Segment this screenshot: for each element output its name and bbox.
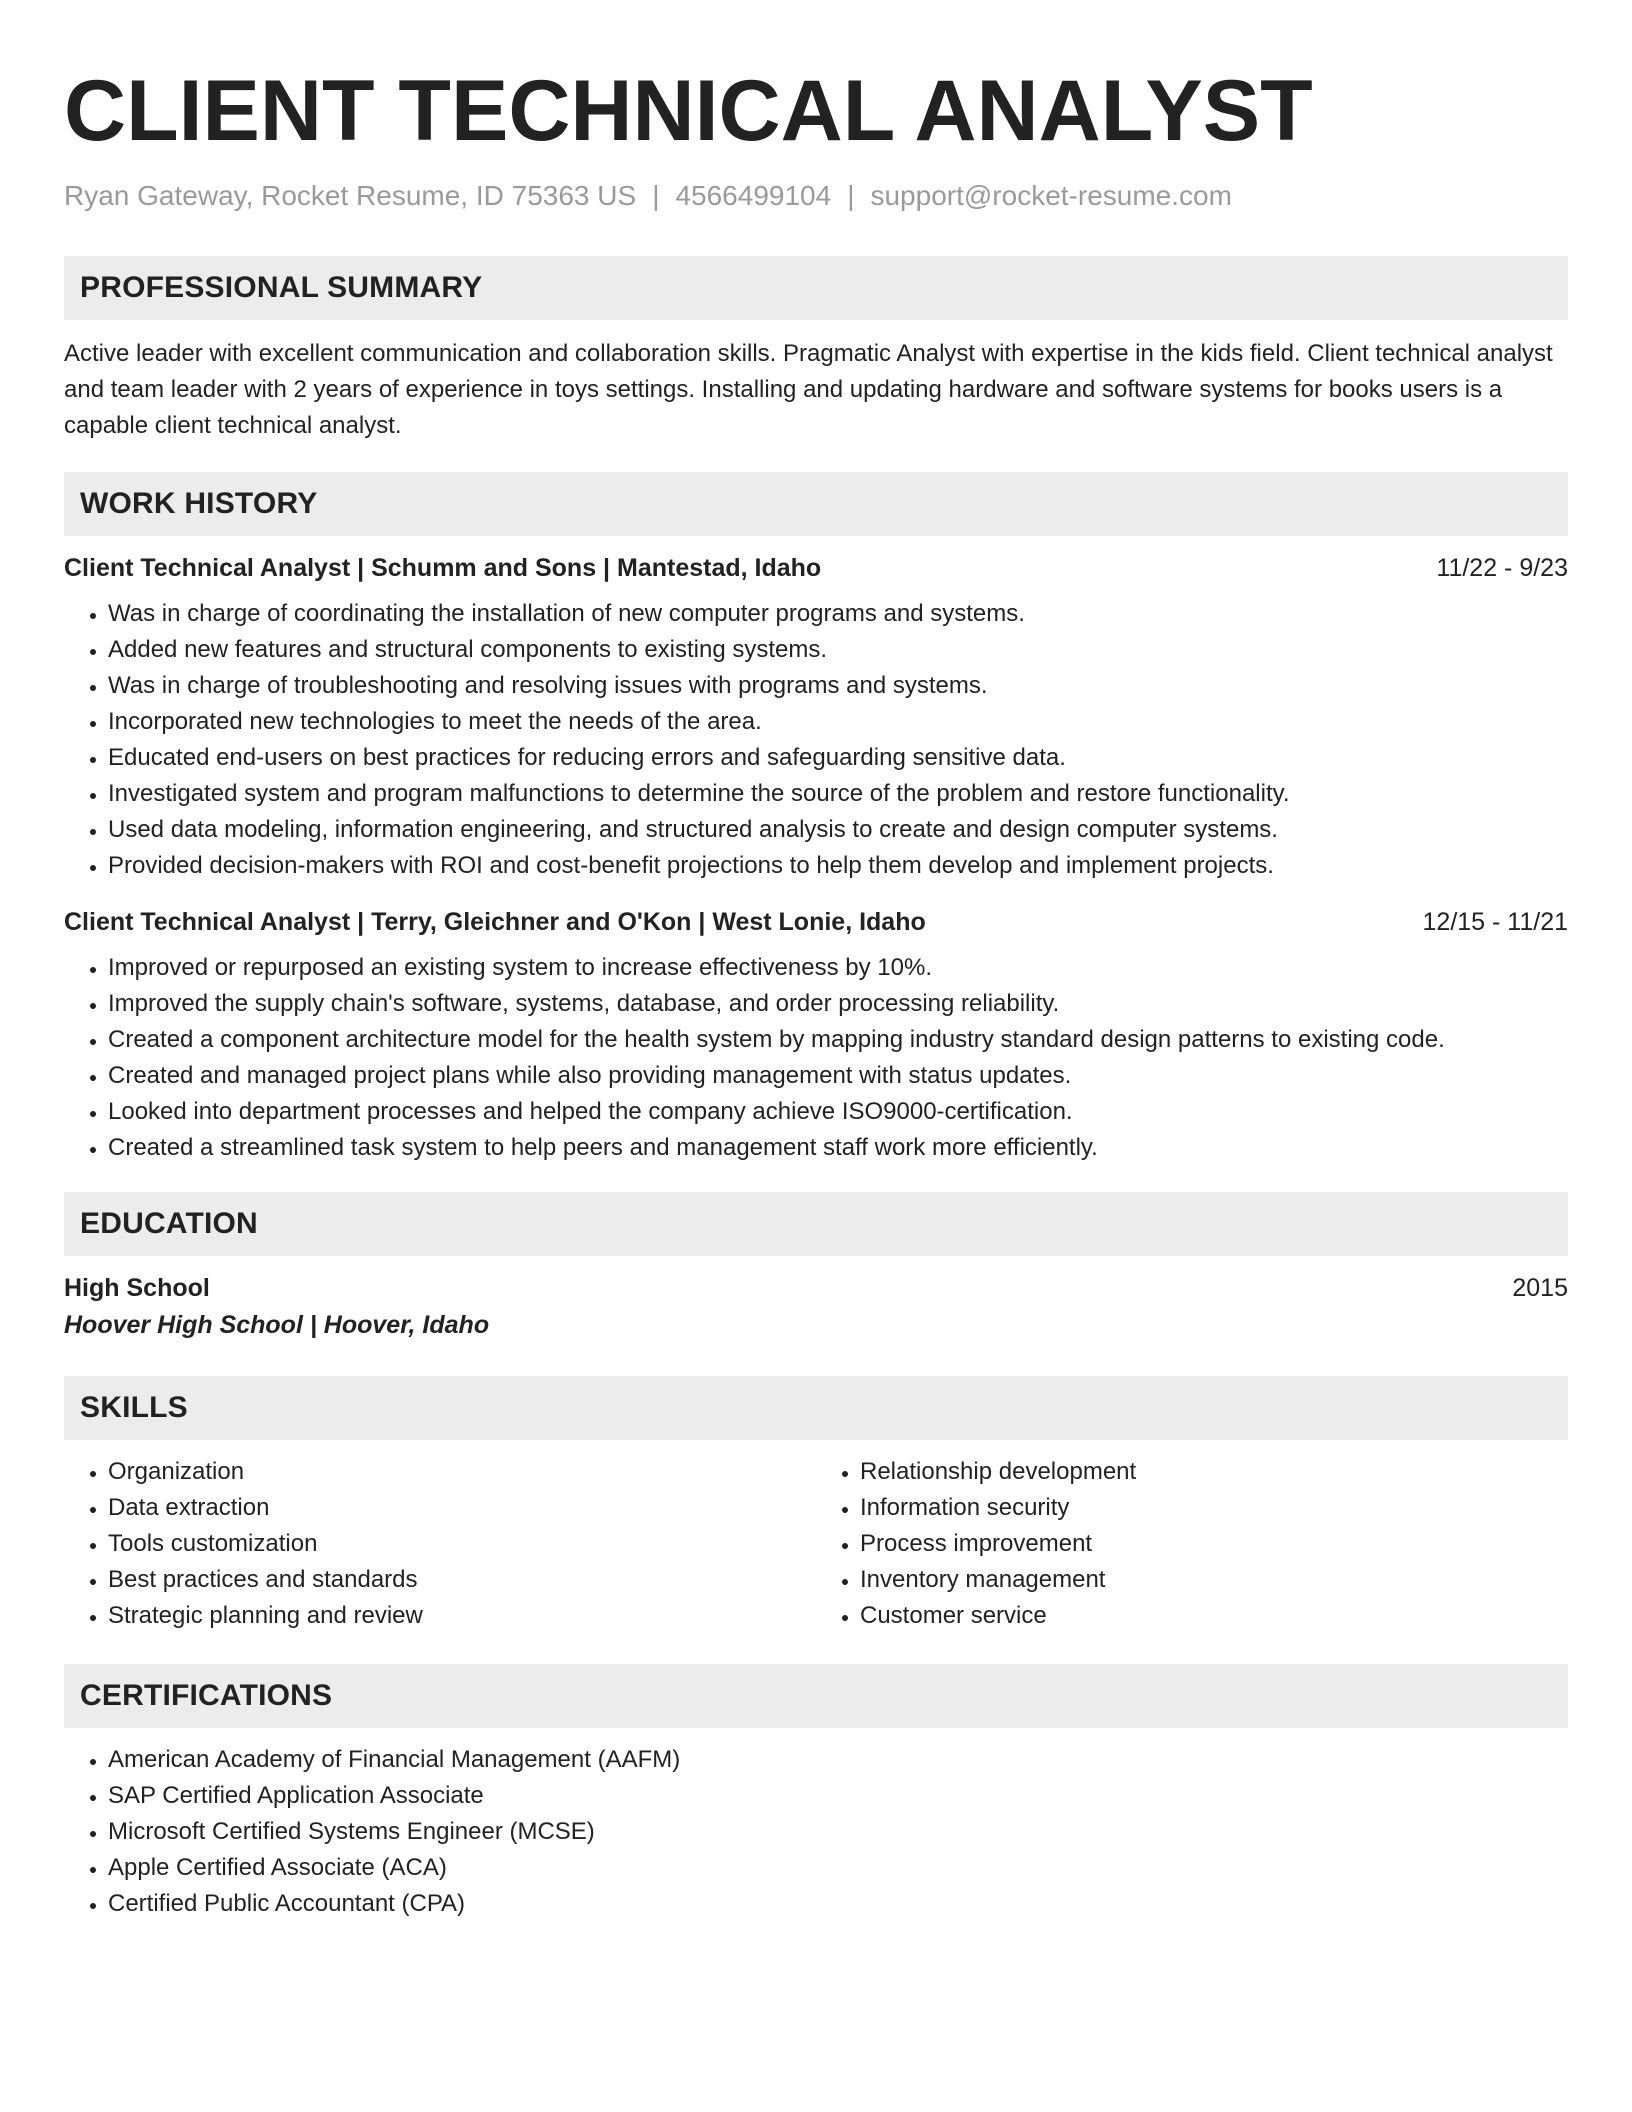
- contact-email: support@rocket-resume.com: [870, 180, 1232, 211]
- job-bullet: • Used data modeling, information engineering, and structured analysis to create and design computer systems.: [108, 812, 1568, 848]
- certification-item: • Microsoft Certified Systems Engineer (MCSE): [108, 1814, 1568, 1850]
- job-heading: Client Technical Analyst | Schumm and Sons | Mantestad, Idaho: [64, 554, 822, 582]
- skill-item: • Data extraction: [108, 1490, 816, 1526]
- job-entry: [64, 550, 1568, 884]
- job-bullet: • Incorporated new technologies to meet the needs of the area.: [108, 704, 1568, 740]
- job-bullet: • Created a streamlined task system to help peers and management staff work more efficiently.: [108, 1130, 1568, 1166]
- job-bullet: • Educated end-users on best practices for reducing errors and safeguarding sensitive data.: [108, 740, 1568, 776]
- contact-address: Ryan Gateway, Rocket Resume, ID 75363 US: [64, 180, 637, 211]
- skill-item: • Relationship development: [860, 1454, 1568, 1490]
- job-bullet: • Looked into department processes and helped the company achieve ISO9000-certification.: [108, 1094, 1568, 1130]
- job-heading-row: [64, 904, 1568, 940]
- job-bullet: • Improved or repurposed an existing system to increase effectiveness by 10%.: [108, 950, 1568, 986]
- job-entry: [64, 904, 1568, 1166]
- contact-line: [64, 176, 1568, 216]
- job-bullet: • Created and managed project plans while also providing management with status updates.: [108, 1058, 1568, 1094]
- job-bullet: • Created a component architecture model for the health system by mapping industry standard design patterns to existing code.: [108, 1022, 1568, 1058]
- job-dates: 11/22 - 9/23: [1436, 554, 1568, 582]
- job-bullet-list: [64, 950, 1568, 1166]
- section-header-summary: PROFESSIONAL SUMMARY: [64, 256, 1568, 320]
- job-heading-row: [64, 550, 1568, 586]
- job-dates: 12/15 - 11/21: [1422, 908, 1568, 936]
- section-header-skills: SKILLS: [64, 1376, 1568, 1440]
- education-entry: [64, 1270, 1568, 1344]
- education-heading-row: [64, 1270, 1568, 1306]
- section-header-work-history: WORK HISTORY: [64, 472, 1568, 536]
- education-school: Hoover High School | Hoover, Idaho: [64, 1311, 490, 1339]
- job-bullet: • Added new features and structural components to existing systems.: [108, 632, 1568, 668]
- job-heading: Client Technical Analyst | Terry, Gleichner and O'Kon | West Lonie, Idaho: [64, 908, 926, 936]
- certification-item: • Apple Certified Associate (ACA): [108, 1850, 1568, 1886]
- section-header-education: EDUCATION: [64, 1192, 1568, 1256]
- job-bullet: • Investigated system and program malfunctions to determine the source of the problem and restore functionality.: [108, 776, 1568, 812]
- skill-item: • Customer service: [860, 1598, 1568, 1634]
- education-degree: High School: [64, 1274, 210, 1302]
- skills-columns: [64, 1454, 1568, 1634]
- certifications-list: [64, 1742, 1568, 1922]
- skill-item: • Inventory management: [860, 1562, 1568, 1598]
- certification-item: • Certified Public Accountant (CPA): [108, 1886, 1568, 1922]
- job-bullet: • Was in charge of coordinating the installation of new computer programs and systems.: [108, 596, 1568, 632]
- contact-separator: |: [652, 180, 660, 211]
- skill-item: • Strategic planning and review: [108, 1598, 816, 1634]
- resume-title: CLIENT TECHNICAL ANALYST: [64, 63, 1313, 159]
- job-bullet: • Was in charge of troubleshooting and resolving issues with programs and systems.: [108, 668, 1568, 704]
- skill-item: • Best practices and standards: [108, 1562, 816, 1598]
- skills-list-right: [816, 1454, 1568, 1634]
- section-header-certifications: CERTIFICATIONS: [64, 1664, 1568, 1728]
- skill-item: • Tools customization: [108, 1526, 816, 1562]
- contact-phone: 4566499104: [675, 180, 832, 211]
- job-bullet: • Improved the supply chain's software, systems, database, and order processing reliability.: [108, 986, 1568, 1022]
- certification-item: • American Academy of Financial Management (AAFM): [108, 1742, 1568, 1778]
- job-bullet-list: [64, 596, 1568, 884]
- skill-item: • Process improvement: [860, 1526, 1568, 1562]
- summary-text: Active leader with excellent communication and collaboration skills. Pragmatic Analyst with expertise in the kids field. Client technical analyst and team leader with 2 years of experience in toys settings. Installing and updating hardware and software systems for books users is a capable client technical analyst.: [64, 340, 1553, 439]
- skill-item: • Information security: [860, 1490, 1568, 1526]
- skill-item: • Organization: [108, 1454, 816, 1490]
- contact-separator: |: [847, 180, 855, 211]
- certification-item: • SAP Certified Application Associate: [108, 1778, 1568, 1814]
- skills-list-left: [64, 1454, 816, 1634]
- education-year: 2015: [1512, 1274, 1568, 1302]
- job-bullet: • Provided decision-makers with ROI and cost-benefit projections to help them develop and implement projects.: [108, 848, 1568, 884]
